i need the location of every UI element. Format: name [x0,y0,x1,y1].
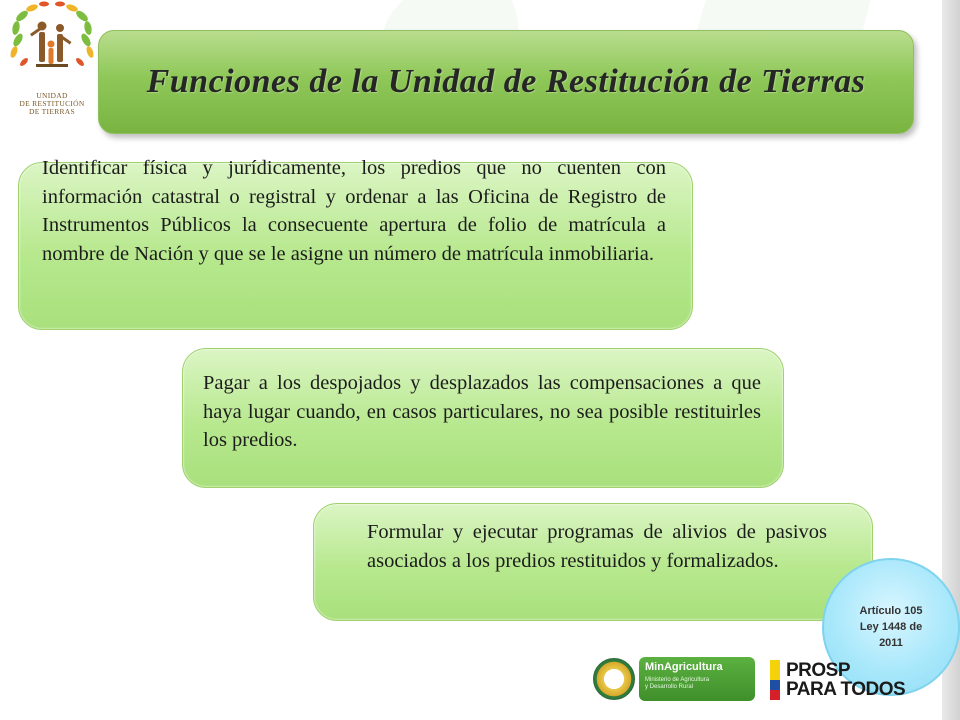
badge-line-3: 2011 [879,637,903,649]
page-title: Funciones de la Unidad de Restitución de Tierras [146,63,866,100]
badge-line-1: Artículo 105 [859,605,923,617]
ministry-card [639,657,755,701]
logo-line-2: DE RESTITUCIÓN [19,99,85,108]
function-text-1: Identificar física y jurídicamente, los predios que no cuenten con información catastral o registral y ordenar a las Oficina de Registro de Instrumentos Públicos la consecuente apertura de folio de matrícula a nombre de Nación y que se le asigne un número de matrícula inmobiliaria. [42,157,666,265]
slogan-line-1: PROSP [786,660,851,681]
function-text-2: Pagar a los despojados y desplazados las compensaciones a que haya lugar cuando, en casos particulares, no sea posible restituirles los predios. [203,372,761,451]
badge-line-2: Ley 1448 de [859,621,923,633]
ministry-subtitle [645,677,749,691]
unidad-restitucion-logo [2,0,102,128]
slogan-line-2: PARA TODOS [786,679,906,700]
function-text-3: Formular y ejecutar programas de alivios de pasivos asociados a los predios restituidos y formalizados. [367,521,827,572]
logo-caption [2,92,102,116]
prosperidad-logo [770,658,942,702]
prosperidad-slogan [786,661,905,699]
article-reference [851,603,931,651]
colombia-flag-icon [770,660,780,700]
logo-line-1: UNIDAD [36,91,68,100]
ministry-logo [593,656,757,702]
family-tree-icon [2,0,102,92]
ministry-subtitle-line-1: Ministerio de Agricultura [645,677,710,683]
ministry-name: MinAgricultura [645,661,723,673]
title-banner [98,30,914,134]
logo-line-3: DE TIERRAS [29,107,75,116]
ministry-subtitle-line-2: y Desarrollo Rural [645,684,694,690]
colombia-seal-icon [593,658,635,700]
